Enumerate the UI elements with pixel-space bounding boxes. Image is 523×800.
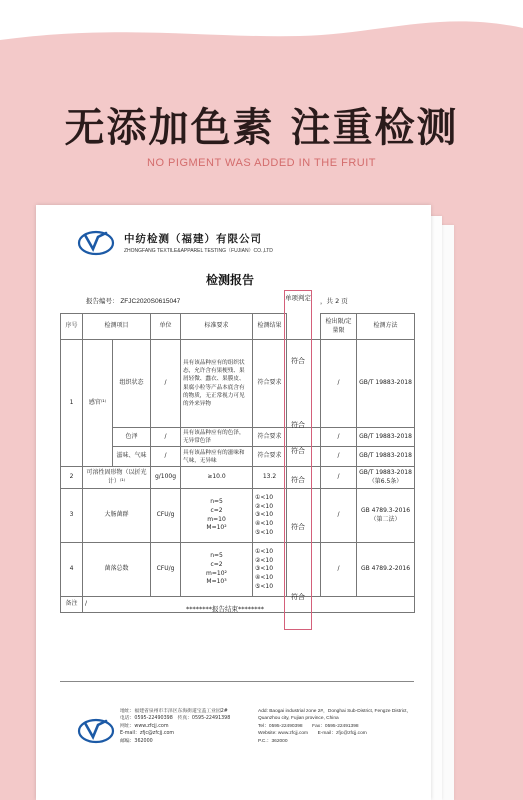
verdict-highlight-box [284, 290, 312, 630]
report-title: 检测报告 [206, 273, 255, 287]
row-1-unit: / [151, 340, 181, 428]
report-end: ********报告结束******** [186, 605, 264, 613]
verdict-header: 单项判定 [285, 294, 311, 302]
row-2-method: GB/T 19883-2018（第6.5条） [357, 467, 415, 489]
header-method: 检测方法 [357, 314, 415, 340]
row-1b-limit: / [321, 428, 357, 447]
report-number-value: ZFJC2020S0615047 [120, 298, 181, 305]
row-3-result: ①<10 ②<10 ③<10 ④<10 ⑤<10 [253, 489, 287, 543]
row-1b-item: 色泽 [113, 428, 151, 447]
row-1-result: 符合要求 [253, 340, 287, 428]
row-3-cat: 大肠菌群 [83, 489, 151, 543]
row-1b-std: 具有该品种应有的色泽，无异常色泽 [181, 428, 253, 447]
header-limit: 检出限/定量限 [321, 314, 357, 340]
row-2-std: ≥10.0 [181, 467, 253, 489]
row-2-unit: g/100g [151, 467, 181, 489]
row-4-unit: CFU/g [151, 543, 181, 597]
company-name-en: ZHONGFANG TEXTILE&APPAREL TESTING（FUJIAN）CO.,LTD [124, 248, 273, 254]
company-name: 中纺检测（福建）有限公司 [124, 233, 262, 245]
row-4-seq: 4 [61, 543, 83, 597]
header-unit: 单位 [151, 314, 181, 340]
row-3-unit: CFU/g [151, 489, 181, 543]
verdict-3: 符合 [291, 447, 305, 455]
footer-contact-cn: 地址：福建省泉州市丰泽区东海街道宝盖工业园2# 电话：0595-22490398 传真：0595-22491398 网址：www.zfcjj.com E-mail：zfjc@zfcjj.com 邮编：362000 [120, 709, 231, 744]
row-2-seq: 2 [61, 467, 83, 489]
row-1c-std: 具有该品种应有的滋味和气味，无异味 [181, 447, 253, 467]
row-3-std: n=5 c=2 m=10 M=10² [181, 489, 253, 543]
row-1b-result: 符合要求 [253, 428, 287, 447]
footer-logo-icon [76, 715, 116, 745]
header-seq: 序号 [61, 314, 83, 340]
row-1c-item: 滋味、气味 [113, 447, 151, 467]
row-1-cat: 感官⁽¹⁾ [83, 340, 113, 467]
remark-value: / [83, 597, 415, 613]
report-sheet [36, 205, 431, 800]
report-number-label: 报告编号： [86, 298, 119, 305]
row-4-std: n=5 c=2 m=10² M=10³ [181, 543, 253, 597]
row-1-seq: 1 [61, 340, 83, 467]
row-1c-unit: / [151, 447, 181, 467]
header-result: 检测结果 [253, 314, 287, 340]
headline: 无添加色素 注重检测 [64, 105, 459, 151]
subline: NO PIGMENT WAS ADDED IN THE FRUIT [147, 157, 376, 169]
verdict-2: 符合 [291, 421, 305, 429]
remark-label: 备注 [61, 597, 83, 613]
row-1-item: 组织状态 [113, 340, 151, 428]
top-wave [0, 0, 523, 60]
header-item: 检测项目 [83, 314, 151, 340]
row-3-seq: 3 [61, 489, 83, 543]
row-3-method: GB 4789.3-2016（第二法） [357, 489, 415, 543]
verdict-1: 符合 [291, 357, 305, 365]
verdict-4: 符合 [291, 476, 305, 484]
row-1b-unit: / [151, 428, 181, 447]
row-1c-limit: / [321, 447, 357, 467]
verdict-6: 符合 [291, 593, 305, 601]
row-3-limit: / [321, 489, 357, 543]
report-number [86, 296, 180, 305]
row-1c-result: 符合要求 [253, 447, 287, 467]
row-4-method: GB 4789.2-2016 [357, 543, 415, 597]
row-4-limit: / [321, 543, 357, 597]
row-2-result: 13.2 [253, 467, 287, 489]
footer-divider [60, 681, 414, 682]
report-table [60, 313, 415, 613]
row-1c-method: GB/T 19883-2018 [357, 447, 415, 467]
header-std: 标准要求 [181, 314, 253, 340]
row-1-std: 具有该品种应有的组织状态，允许含有果梗残、果屑轻微、蠢衣、果膜皮、果腐小粒等产品本底含有的物质，无正常视力可见的外来异物 [181, 340, 253, 428]
page-count: ，共 2 页 [320, 297, 348, 305]
verdict-5: 符合 [291, 523, 305, 531]
footer-contact-en: Add: Baogai industrial zone 2#，Donghai Sub-District, Fengze District，Quanzhou city, Fujian province, China Tel：0595-22490398 Fax：0595-22491398 Website: www.zfcjj.com E-mail：zfjc@zfcjj.com P.C.：362000 [258, 709, 412, 744]
row-4-cat: 菌落总数 [83, 543, 151, 597]
row-1b-method: GB/T 19883-2018 [357, 428, 415, 447]
row-2-limit: / [321, 467, 357, 489]
row-1-limit: / [321, 340, 357, 428]
row-4-result: ①<10 ②<10 ③<10 ④<10 ⑤<10 [253, 543, 287, 597]
row-1-method: GB/T 19883-2018 [357, 340, 415, 428]
company-logo-icon [76, 227, 116, 257]
row-2-cat: 可溶性固形物（以折光计）⁽¹⁾ [83, 467, 151, 489]
